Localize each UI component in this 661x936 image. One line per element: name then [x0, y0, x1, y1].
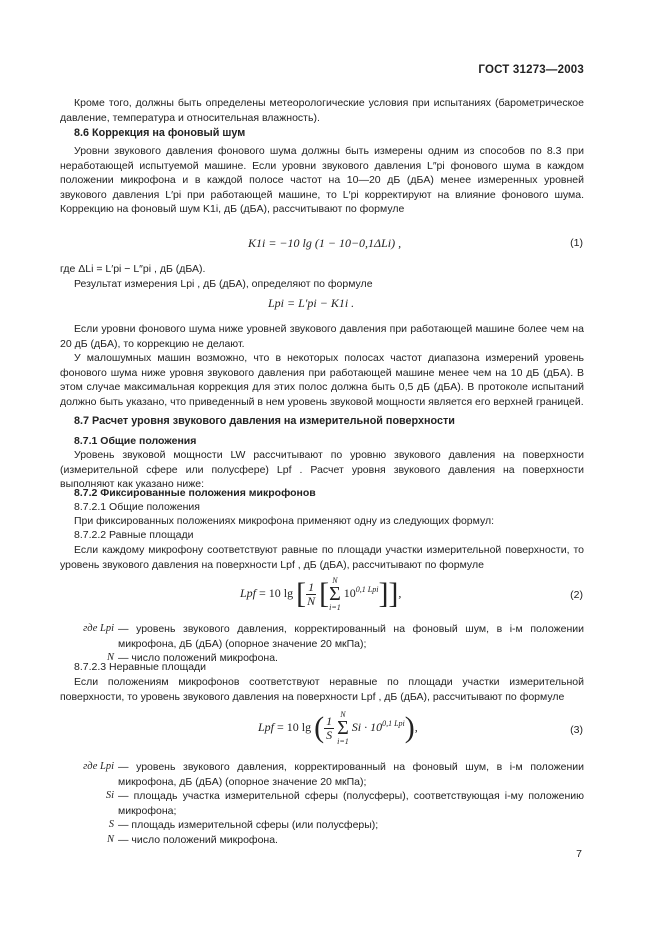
paragraph-text: У малошумных машин возможно, что в некоторых полосах частот диапазона измерений уровень фонового шума ниже уровня звукового давления при работающей машине менее чем на 10 дБ (дБA). В этом случае максимальная коррекция для этих полос должна быть 0,5 дБ (дБA). В протоколе испытаний должно быть указано, что приведенный в нем уровень звуковой мощности является его верхней границей.	[60, 352, 584, 408]
paragraph-text: Кроме того, должны быть определены метеорологические условия при испытаниях (барометрическое давление, температура и относительная влажность).	[60, 97, 584, 124]
sum-symbol: N Σ i=1	[337, 710, 349, 746]
frac-denominator: S	[326, 727, 333, 742]
legend-row	[60, 622, 584, 651]
legend-row	[60, 833, 584, 848]
legend-text: — уровень звукового давления, корректированный на фоновый шум, в i-м положении микрофона, дБ (дБA) (опорное значение 20 мкПа);	[118, 761, 584, 788]
paragraph-sound-power	[60, 448, 584, 492]
sum-lower: i=1	[337, 737, 349, 746]
paragraph-text: Уровни звукового давления фонового шума должны быть измерены одним из способов по 8.3 при неработающей испытуемой машине. Если уровни звукового давления L″pi фонового шума в каждом положении микрофона и в каждой полосе частот на 10—20 дБ (дБA) менее измеренных уровней звукового давления L′pi при работающей машине, то L′pi корректируют на влияние фонового шума. Коррекцию на фоновый шум K1i, дБ (дБA), рассчитывают по формуле	[60, 145, 584, 216]
formula-2-lhs: Lpf	[240, 585, 257, 600]
sum-lower: i=1	[329, 603, 341, 612]
legend-text: — площадь участка измерительной сферы (полусферы), соответствующая i-му положению микрофона;	[118, 790, 584, 817]
legend-symbol: где Lpi	[83, 623, 114, 634]
frac-denominator: N	[307, 593, 316, 608]
formula-1: K1i = −10 lg (1 − 10−0,1ΔLi) ,	[248, 236, 402, 250]
sum-upper: N	[340, 710, 346, 719]
paragraph-meteo	[60, 96, 584, 125]
section-8-6-title: 8.6 Коррекция на фоновый шум	[74, 127, 246, 139]
legend-text: — площадь измерительной сферы (или полусферы);	[118, 819, 379, 832]
paragraph-text: Уровень звуковой мощности LW рассчитывают по уровню звукового давления на поверхности (измерительной сфере или полусфере) Lpf . Расчет уровня звукового давления на поверхности выполняют как указано ниже:	[60, 449, 584, 491]
legend-symbol: N	[106, 833, 114, 845]
legend-symbol: S	[108, 819, 114, 831]
formula-3-lhs: Lpf	[258, 719, 275, 734]
section-8-7-2-1-title: 8.7.2.1 Общие положения	[74, 501, 200, 513]
formula-3-legend	[60, 760, 584, 848]
paragraph-text: Если каждому микрофону соответствуют равные по площади участки измерительной поверхности, то уровень звукового давления на поверхности Lpf , дБ (дБA), рассчитывают по формуле	[60, 544, 584, 571]
legend-text: — число положений микрофона.	[118, 833, 278, 846]
section-8-7-2-3-title: 8.7.2.3 Неравные площади	[74, 661, 207, 673]
section-8-7-2-2-title: 8.7.2.2 Равные площади	[74, 529, 194, 541]
paragraph-background-noise	[60, 144, 584, 217]
formula-3: Lpf = 10 lg ( $\frac{1}{S}$ N Σ i=1 $Si \cdot 10^{0,1 Lpi}$),	[258, 710, 418, 746]
formula-3-exponent: 0,1 Lpi	[382, 718, 405, 728]
frac-numerator: 1	[308, 579, 315, 594]
frac-numerator: 1	[326, 713, 333, 728]
paragraph-text: Результат измерения Lpi , дБ (дБА), определяют по формуле	[74, 277, 373, 290]
legend-row	[60, 789, 584, 818]
formula-3-term: Si · 10	[351, 719, 383, 734]
section-8-7-title: 8.7 Расчет уровня звукового давления на измерительной поверхности	[74, 415, 455, 427]
sum-symbol: N Σ i=1	[329, 576, 341, 612]
paragraph-unequal-areas	[60, 675, 584, 704]
standard-header: ГОСТ 31273—2003	[478, 64, 584, 76]
formula-3-number: (3)	[570, 724, 583, 736]
legend-symbol: Si	[105, 790, 114, 802]
legend-row	[60, 818, 584, 833]
formula-2-legend	[60, 622, 584, 666]
paragraph-no-correction	[60, 322, 584, 410]
page-number: 7	[576, 848, 582, 860]
legend-text: — уровень звукового давления, корректированный на фоновый шум, в i-м положении микрофона, дБ (дБA) (опорное значение 20 мкПа);	[118, 623, 584, 650]
formula-1-number: (1)	[570, 237, 583, 249]
legend-text: — число положений микрофона.	[118, 652, 278, 665]
legend-symbol: где Lpi	[83, 761, 114, 772]
formula-2-eq: = 10 lg	[259, 585, 294, 600]
paragraph-text: Если уровни фонового шума ниже уровней звукового давления при работающей машине более чем на 20 дБ (дБA), то коррекцию не делают.	[60, 323, 584, 350]
legend-row	[60, 760, 584, 789]
sum-upper: N	[332, 576, 338, 585]
formula-2: Lpf = 10 lg [ $\frac{1}{N}$ [ N Σ i=1 $10^{0,1 Lpi}$]],	[240, 576, 402, 612]
paragraph-equal-areas	[60, 543, 584, 572]
section-8-7-1-title: 8.7.1 Общие положения	[74, 435, 197, 447]
section-8-7-2-title: 8.7.2 Фиксированные положения микрофонов	[74, 487, 316, 499]
legend-symbol: N	[106, 652, 114, 664]
formula-lpi: Lpi = L′pi − K1i .	[268, 296, 355, 310]
paragraph-fixed-positions: При фиксированных положениях микрофона применяют одну из следующих формул:	[74, 515, 495, 527]
where-text: где ΔLi = L′pi − L″pi , дБ (дБА).	[60, 263, 206, 275]
formula-2-number: (2)	[570, 589, 583, 601]
paragraph-text: Если положениям микрофонов соответствуют неравные по площади участки измерительной поверхности, то уровень звукового давления на поверхности Lpf , дБ (дБА), рассчитывают по формуле	[60, 676, 584, 703]
formula-2-exponent: 0,1 Lpi	[355, 584, 379, 594]
formula-3-eq: = 10 lg	[277, 719, 312, 734]
formula-1-where	[60, 262, 584, 291]
